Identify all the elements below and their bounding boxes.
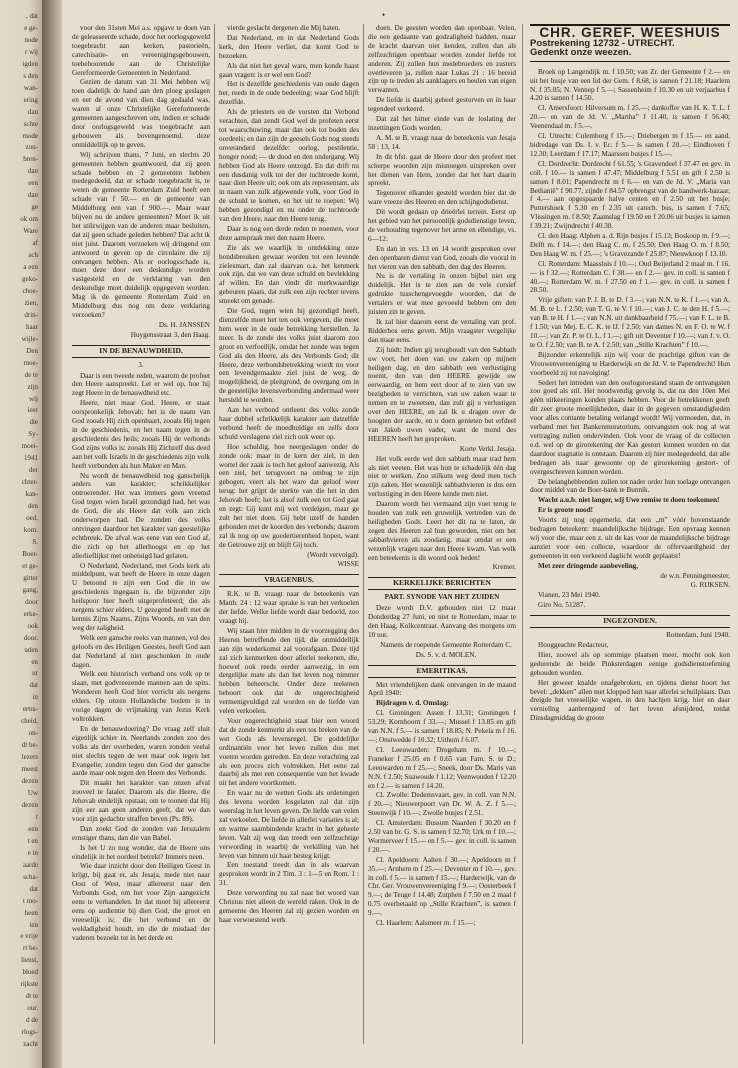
previous-page-fragment: dt be-: [21, 741, 38, 750]
previous-page-fragment: rijkste: [20, 980, 38, 989]
previous-page-fragment: t mo-: [23, 896, 38, 905]
column-4: [530, 24, 730, 1044]
article-paragraph: Voor ongerechtigheid staat hier een woord dat de zonde kenmerkt als een tos breken van de wet Gods als levensregel. De goddelijke ordinantiën voor het leven zullen dus met voeten worden getreden. En deze verachting zal als een proces zich voltrekken. Het eene zal daarbij als met een consequentie van het kwade uit het andere voortkomen.: [219, 716, 359, 788]
article-paragraph: Dan zoekt God de zonden van Jeruzalem ernstiger thans, dan die van Babel.: [72, 824, 210, 842]
section-heading: KERKELIJKE BERICHTEN: [368, 577, 516, 590]
section-heading: INGEZONDEN.: [530, 615, 730, 628]
previous-page-fragment: a een: [23, 263, 38, 272]
previous-page-fragment: moe-: [23, 358, 38, 367]
previous-page-fragment: our.: [27, 1004, 38, 1013]
previous-page-fragment: scha-: [23, 872, 38, 881]
previous-page-fragment: ering: [23, 95, 38, 104]
article-paragraph: Welk een historisch verband ons volk op te slaan, met godvreezende mannen aan de spits. Wonderen heeft God hier verricht als nergens elders. Op onzen Hollandsche bodem is in vorige dagen de vrijmaking van Jezus Kerk voltrokken.: [72, 670, 210, 723]
article-paragraph: Nu wordt de benauwdheid nog ganschelijk anders van karakter; schrikkelijker ontroerender. Het was immers geen vreemd God tegen wien Israël gezondigd had, het was de God, die als Heere dat volk aan zich onderworpen had. De zonden des volks ontvingen daardoor het karakter van geestelijke echtbreuk. De afval was eene van een God af, die zich op het allerhoogst en op het allerlieflijkst met onbetuigd had gelaten.: [72, 471, 210, 560]
previous-page-fragment: dat: [29, 884, 38, 893]
previous-page-fragment: dezen: [21, 777, 38, 786]
article-paragraph: A. M. te B. vraagt naar de beteekenis van Jesaja 58 : 13, 14.: [368, 133, 516, 151]
article-paragraph: Daar is nog een derde reden te noemen, voor deze aanspraak met den naam Heere.: [219, 224, 359, 242]
article-paragraph: Dat zal het bitter einde van de loslating der inzettingen Gods worden.: [368, 115, 516, 132]
section-heading: EMERITIKAS.: [368, 665, 516, 678]
previous-page-fragment: lienst,: [21, 956, 38, 965]
article-paragraph: Ik zal hier daarom eerst de vertaling van prof. Ridderbos eens geven. Mijn vraagster vergelijke dan maar eens.: [368, 318, 516, 344]
previous-page-fragment: dat: [29, 681, 38, 690]
article-paragraph: Deze verwording nu zal naar het woord van Christus niet alleen de wereld raken. Ook in de gemeente des Heeren zal zij gezien worden en haar verwoestend werk: [219, 889, 359, 924]
article-paragraph: Zij luidt: Indien gij terughoudt van den Sabbath uw voet, het doen van uw zaken op mijnen heiligen dag, en den sabbath een verlustiging noemt, den van den HEERE gewijde uw eerwaardig, en hem eert door af te zien van uw bezigheden te verrichten, van uw zaken waar te nemen en te zweetsen, dan zult gij u verlustigen over den HEERE, en zal Ik u dragen over de hoogten der aarde, en u doen genieten het erfdeel van Jakob uwen vader, want de mond des HEEREN heeft het gesproken.: [368, 345, 516, 443]
previous-page-fragment: een: [28, 824, 38, 833]
previous-page-fragment: schte: [23, 119, 38, 128]
salutation: Hooggeachte Redacteur,: [538, 641, 609, 649]
previous-page-fragment: ge: [31, 203, 38, 212]
article-paragraph: Is het U zo nog wonder, dat de Heere ons eindelijk in het oordeel betrekt? Immers neen.: [72, 843, 210, 861]
previous-page-fragment: kom.: [23, 526, 38, 535]
previous-page-fragment: moei-: [21, 442, 38, 451]
previous-page-fragment: oed,: [26, 514, 38, 523]
previous-page-fragment: chter-: [21, 478, 38, 487]
previous-page-fragment: zou-: [25, 143, 38, 152]
previous-page-fragment: d de: [26, 1016, 38, 1025]
article-paragraph: In dit hfst. gaat de Heere door den profeet met scherpe woorden zijn misnoegen uitspreken over het dienen van Hem, zonder dat het hart daarin spreekt.: [368, 152, 516, 188]
signature: G. RIJKSEN.: [690, 581, 730, 590]
citation: Korte Verkl. Jesaja.: [459, 444, 516, 453]
previous-page-fragment: der: [29, 466, 38, 475]
previous-page-fragment: af: [32, 239, 38, 248]
continued-note: (Wordt vervolgd).: [307, 550, 359, 559]
previous-page-fragment: e ge-: [24, 23, 38, 32]
article-paragraph: Als dat niet het geval ware, men konde haast gaan vragen: is er wel een God?: [219, 61, 359, 79]
place-date: Rotterdam, Juni 1940.: [666, 631, 730, 640]
previous-page-fragment: gitter: [23, 573, 38, 582]
previous-page-fragment: Den: [26, 346, 38, 355]
article-paragraph: Daarom wordt het vermaand zijn voet terug te houden van zulk een gruwelijk vertreden van de heiligheden Gods. Leert het dit na te laten, de zegen des Heeren zal hun geworden, niet om het sabbathvieren als zoodanig, maar omdat er een wezenlijk vragen naar den Heere kwam. Van welk een beteekenis is dit woord ook heden!: [368, 500, 516, 562]
previous-page-fragment: , dat: [25, 12, 38, 20]
previous-page-fragment: heen: [24, 908, 38, 917]
article-paragraph: O Nederland, Nederland, met Gods kerk als middelpunt, wat heeft de Heere in onze dagen U betoond te zijn een God die in uw geschiedenis ingegaan is, die bijzonder zijn heilspoor hier heeft uitgeprofeteerd; die als nergens schier elders, U gezegend heeft met de kennis Zijns Naams, Zijns Woords, en van den weg der zaligheid.: [72, 561, 210, 632]
article-paragraph: Dit maakt het karakter van onzen afval zooveel te fataler. Daarom als die Heere, die Jehovah eindelijk opstaat, om te toonen dat Hij zijn eer aan geen anderen geeft, dat we dan voor zijn gedachte straffen beven (Ps. 89).: [72, 779, 210, 823]
previous-page-fragment: de te: [24, 370, 38, 379]
previous-page-fragment: ach: [28, 251, 38, 260]
signature: Ds. S. v. d. MOLEN.: [415, 650, 477, 659]
previous-page-fragment: on-: [28, 729, 38, 738]
article-paragraph: De belanghebbenden zullen tot nader order hun toelage ontvangen door middel van de Boer-bank te Bunnik.: [530, 477, 730, 495]
article-paragraph: Wij schrijven thans, 7 Juni, en slechts 20 gemeenten hebben geantwoord, dat zij geen schade hebben en 2 gemeenten hebben medegedeeld, dat er schade toegebracht is, te weten de gemeente Rotterdam Zuid heeft een schade van f 50.— en de gemeente van Middelburg een van f 900.—. Maar waar blijven nu de andere gemeenten? Moet ik uit het stilzwijgen van de anderen maar besluiten, dat zij geen schade geleden hebben? Dat acht ik niet juist. Daarom verzoeken wij dringend om antwoord te geven op de circulaire die zij ontvangen hebben. Als er oorlogsschade is, moet deze door een deskundige worden vastgesteld en de verklaring van den deskundige moet duidelijk opgegeven worden. Mag ik de gemeente Rotterdam Zuid en Middelburg dus nog om deze verklaring verzoeken?: [72, 150, 210, 319]
previous-page-fragment: dan: [27, 191, 38, 200]
section-heading: VRAGENBUS.: [219, 574, 359, 587]
previous-page-fragment: igden: [22, 59, 38, 68]
previous-page-fragment: choe-: [22, 286, 38, 295]
previous-page-fragment: meest: [21, 765, 38, 774]
list-item: Cl. Rotterdam: Maassluis f 10.—; Oud Beijerland 2 maal m. f 16.— is f 32.—; Rotterdam C. f 38.— en f 2.— gev. in coll. is samen f 40.—; Rotterdam W. m. f 27.50 en f 1.— gev. in coll. is samen f 28.50.: [530, 259, 730, 295]
article-paragraph: Er is groote nood!: [538, 506, 594, 515]
previous-page-fragment: door.: [23, 633, 38, 642]
list-item: Cl. Amsterdam: Bussum Naarden f 30.20 en f 2.50 van br. G. S. is samen f 32.70; Urk m f 10.—; Wormerveer f 15.— en f 5.— gev. in coll. is samen f 20.—.: [368, 819, 516, 854]
previous-page-fragment: ur: [32, 669, 38, 678]
previous-page-fragment: node: [24, 35, 38, 44]
previous-page-fragment: rt be-: [23, 944, 38, 953]
previous-page-fragment: aarde: [22, 860, 38, 869]
list-item: Vrije giften: van P. J. B. te D. f 3.—; van N.N. te K. f 1.—; van A. M. B. te L. f 2.50; van T. G. te V. f 10.—; van J. C. te den H. f 5.—; van B. te H. f 1.—; van N.N. uit dankbaarheid f 75.—; van F. L. te B. f 1.50; van Mej. E. C. K. te IJ. f 2.50; van dames N. en F. O. te W. f 10.—; van Zr. P. te O. L. f 1.—; gift uit Deventer f 10.—; van J. v. O. te O. f 2.50; van B. te A. f 2.50; van „Stille Krachten” f 10.—.: [530, 296, 730, 349]
previous-page-fragment: haar: [25, 322, 38, 331]
previous-page-fragment: dezen: [21, 800, 38, 809]
signature: WISSE: [337, 560, 359, 569]
weeshuis-motto: Gedenkt onze weezen.: [530, 49, 730, 62]
article-paragraph: Dat Nederland, en in dat Nederland Gods kerk, den Heere verliet, dat komt God te bezoeken.: [219, 33, 359, 60]
previous-page-fragment: e vrije: [20, 932, 38, 941]
signature: Kremer.: [492, 563, 516, 572]
previous-page-fragment: erke-: [23, 609, 38, 618]
article-paragraph: Deze wordt D.V. gehouden niet 12 maar Donderdag 27 Juni, en niet te Rotterdam, maar te den Haag, Kolkcentraat. Aanvang des morgens om 10 uur.: [368, 604, 516, 639]
article-paragraph: De liefde is daarbij geheel gestorven en in haar tegendeel verkeerd.: [368, 96, 516, 114]
weeshuis-giro: Postrekening 12732 - UTRECHT.: [530, 37, 675, 49]
article-paragraph: Gezien de datum van 31 Mei hebben wij toen dadelijk de hand aan den ploeg geslagen en eer de avond van dien dag gedaald was, waren al onze Christelijke Gereformeerde gemeenten aangeschreven om, indien er schade door oorlogsgeweld was toegebracht aan gebouwen als bovengenoemd, deze onmiddellijk op te geven.: [72, 78, 210, 149]
previous-page-fragment: den: [27, 502, 38, 511]
previous-page-fragment: uden: [24, 645, 38, 654]
column-rule: [214, 24, 215, 1044]
article-paragraph: Het geweer knalde onafgebroken, en tijdens dienst hoort het bevel: „dekken” allen met klopped hart naar allerlei schuilplaats. Dan dreigde het vreeselijke wapen, in den hachjen krijg. hier en daar verniellng aanbrengend of het leven afsnijdend, totdat Dinsdagmiddag de groote: [530, 678, 730, 723]
list-item: Broek op Langendijk m. f 10.50; van Zr. der Gemeente f 2.— en uit het busje van een lid der Gem. f 8.68, is samen f 21.18; Haarlem N. f 35.05; N. Vennep f 5.—; Sassenheim f 10.30 en uit verjaarbus f 4.20 is samen f 14.50.: [530, 67, 730, 103]
article-paragraph: Wacht a.u.b. niet langer, wij Uwe remise te doen toekomen!: [538, 496, 720, 505]
previous-page-fragment: dan: [27, 167, 38, 176]
article-paragraph: Met zeer dringende aanbeveling,: [538, 561, 639, 570]
article-paragraph: Sedert het intreden van den oorlogstoestand staan de ontvangsten zoo goed als stil. Het noodwendig gevolg is, dat na den 10en Mei géén uitkeeringen konden plaats hebben. Voor de betrekkenen geeft dit zeer groote moeilijkheden, daar in de gegeven omstandigheden voor alles contante betaling verlangd wordt! Wij vermoeden, dat, in verband met het Bankenmoratorium, ontvangsten ook nog al wat vertraging zullen ondervinden. Ook voor de vraag of de collecten e.d. wel op de girorekening der Kas gestort kunnen worden en dat daardoor stagnatie is ontstaan. Daarom zij hier medegedeeld, dat alle bedragen als naar gewoonte op de girorekening gestort- of overgeschreven kunnen worden.: [530, 378, 730, 476]
signature-address: Huygensstraat 3, den Haag.: [130, 330, 210, 339]
article-paragraph: Als de priesters en de vorsten dat Verbond verachten, dan zendt God wel de profeten eerst tot waarschuwing, maar dan ook tot boden des oordeels; en dan zijn de geesels Gods nog steeds onveranderd dezelfde: oorlog, pestilentie, honger nood; — de dood en den ondergang. Wij hebben God als Heere ontzegd. En dat drift nu een dusdanig volk tot der der tuchtroede komt, naar dien Heere uit; ook om als representant, als in naam van zulk afgewende volk, voor God in de schuld te komen, en het uit te roepen: Wij hebben gezondigd en nu onder de tuchtroede van den Heere, naar den Heere terug.: [219, 108, 359, 224]
signature: Ds. H. JANSSEN: [158, 320, 210, 329]
previous-page-fragment: kan-: [25, 490, 38, 499]
article-paragraph: Nu is de vertaling in onzen bijbel niet erg duidelijk. Het is te zien aan de vele cursief gedrukte tusschengevoegde woorden, dat de vertalers er wat mee gevoeeld hebben om den juisten zin te geven.: [368, 272, 516, 317]
previous-page-fragment: dt te: [25, 992, 38, 1001]
notice-line: Namens de roepende Gemeente Rotterdam C.: [380, 640, 512, 649]
previous-page-fragment: een: [28, 179, 38, 188]
article-paragraph: Zie als we waarlijk in ontdekking onze bondsbreuken gewaar worden tot een levende zielesmart, dan zal daarvan o.a. het kenmerk ook zijn, dat we van deze schuld en bevlekking af willen. En dan vindt dit merkwaardige gebeuren plaats, dat zulk een zijn rechter tevens smeekt om genade.: [219, 243, 359, 306]
article-paragraph: En de benauwdoering? De vraag zelf sluit eigenlijk schier in. Neerlands zonden zoo des volks als der overheden, waren zonden veelal niet slechts tegen de wet maar ook tegen het Evangelie; zonden tegen den God der gansche aarde maar ook tegen den Heere des Verbonds.: [72, 724, 210, 778]
previous-page-fragment: gang,: [22, 585, 38, 594]
article-paragraph: Bijzonder erkentelijk zijn wij voor de prachtige giften van de Vrouwenvereeniging te Harderwijk en de Jd. V. te Papendrecht! Hun voorbeeld zij tot navolging!: [530, 350, 730, 377]
article-paragraph: Daar is een tweede reden, waarom de profeet den Heere aanspreekt. Let er wel op, hoe hij zegt Heere in de benauwdheid etc.: [72, 371, 210, 398]
previous-page-fragment: ok om: [20, 215, 38, 224]
previous-page-fragment: ertra-: [22, 705, 38, 714]
previous-page-fragment: zien,: [24, 298, 38, 307]
previous-page-fragment: geko-: [22, 274, 38, 283]
article-paragraph: Een toestand treedt dan in als waarvan gesproken wordt in 2 Tim. 3 : 1—5 en Rom. 1 : 31.: [219, 861, 359, 888]
previous-page-fragment: die: [29, 418, 38, 427]
article-paragraph: Aan het verbond ontleent des volks zonde haar dubbel schrikkelijk karakter aan datzelfde verbond heeft de moedhuldige en zelfs door schuld verslagene ziel zich ook weer op.: [219, 406, 359, 441]
previous-page-fragment: t: [36, 812, 38, 821]
column-3: [368, 24, 516, 1044]
previous-page-fragment: Uw: [27, 789, 38, 797]
previous-page-fragment: wij: [29, 394, 38, 403]
list-item: Cl. Amersfoort: Hilversum m. f 25.—; dankoffer van H. K. T. L. f 20.— en van de Jd. V. „Martha” f 11.40, is samen f 56.40; Veenendaal m. f 5.—.: [530, 104, 730, 131]
previous-page-fragment: lezers: [21, 753, 38, 762]
page-mark: •: [382, 10, 386, 20]
previous-page-fragment: zacht: [23, 1040, 38, 1049]
article-paragraph: Het volk eerde wel den sabbath maar trad hem als niet veeten. Het was hun te schadelijk één dag niet te werken. Zoo stilkum weg deed men toch zijn zaken. Het wezenlijk sabbathvieren is dus een verlustiging in den Heere kende men niet.: [368, 454, 516, 499]
list-item: Cl. Apeldoorn: Aalten f 30.—; Apeldoorn m f 35.—; Arnhem m f 25.—; Deventer m f 10.—, gev. in coll. f 5.— is samen f 15.—; Harderwijk, van de Chr. Ger. Vrouwenvereeniging f 9.—; Oosterbeek f 9.—; de Teuge f 14.48; Zutphen f 7.50 en 2 maal f 0.75 overbetaald op „Stille Krachten”, is samen f 9.—.: [368, 855, 516, 918]
column-rule: [363, 24, 364, 1044]
column-2: [219, 24, 359, 1044]
previous-page-fragment: ien: [29, 920, 38, 929]
list-subheading: Bijdragen v. d. Omslag:: [376, 699, 449, 708]
article-paragraph: Dit wordt gedaan op drieërlei terrein. Eerst op het gebied van het persoonlijk godsdienstige leven, de verhouding tegenover het arme en ellendige, vs. 6—12.: [368, 208, 516, 243]
previous-page-fragment: s den: [23, 71, 38, 80]
place-date: Vianen, 23 Mei 1940.: [538, 591, 601, 600]
section-subheading: PART. SYNODE VAN HET ZUIDEN: [384, 593, 500, 602]
article-paragraph: Hoe schuldig, hoe neergeslagen onder de zonde ook: maar in de kern der ziel, in den wortel der zaak is toch het geloof aanwezig. Als een ziel, het terugvoert na ombug te zijn gebogen, veert als het ware dat geloof weer terug: het grijpt de sterkte van die het in den Jehovah heeft; het is alsof zulk een tot God gaat en zegt: Gij kunt mij wel verdelgen, maar ge zult het niet doen. Gij hebt uzelf de handen gebonden met de koorden des verbonds; daarom zal ik nog op uw goedertierenheid hopen, want de Getrouwe zijt en blijft Gij toch.: [219, 442, 359, 549]
previous-page-fragment: wan-: [24, 83, 38, 92]
column-1: [72, 24, 210, 1044]
previous-page-fragment: en: [31, 657, 38, 666]
article-paragraph: Heere, niet maar God. Heere, er staat oorspronkelijk Jehovah; het is de naam van God zooals Hij zich openbaart, zooals Hij tegen in de geschiedenis, en het naam tegen in de geschiedenis des heils; zooals Hij de verbonds God zijns volks is: zooals Hij Zichzelf dus deed aan het volk Israels in de geschiedenis zijn volk heeft verbonden als hun Maker en Man.: [72, 399, 210, 470]
giro-number: Giro No. 51287.: [538, 601, 586, 610]
newspaper-page: [62, 0, 738, 1068]
article-paragraph: En waar nu de wetten Gods als ordeningen des levens worden losgelaten zal dat zijn weerslag in het leven geven. De liefde van velen zal verkoelen. De liefde in allerlei variaties is al; en warme saambindende kracht in het geheele leven. Valt zij weg dan treedt een zelfzuchtige verwording in waarbij de verkilling van het leven van binnen uit haar besteg krijgt.: [219, 789, 359, 860]
article-paragraph: voor den 31sten Mei a.s. opgave te doen van de geleasseerde schade, door het oorlogsgeweld toegebracht aan kerken, pastorieën, catechisatie- en vereenigingsgebouwen, toebehoorende aan de Christelijke Gereformeerde Gemeenten in Nederland.: [72, 24, 210, 77]
previous-page-fragment: bloed: [22, 968, 38, 977]
list-item: Cl. Utrecht: Culemborg f 15.—; Driebergen m f 15.— en aand. bidredage van Ds. I. v. Ec. f 5.— is samen f 20.—; Eindhoven f 12.30; Leerdam f 17.17; Maarssen busjes f 15.—.: [530, 132, 730, 158]
article-paragraph: Welk een gansche reeks van mannen, vol des geloofs en des Heiligen Geestes, heeft God aan dat Nederland al niet geschonken in oude dagen.: [72, 633, 210, 669]
article-paragraph: Met vriendelijken dank ontvangen in de maand April 1940:: [368, 680, 516, 698]
previous-page-fragment: drin-: [24, 310, 38, 319]
list-item: Cl. Groningen: Assen f 13.31; Groningen f 53.29; Kornhoorn f 33.—; Mussel f 13.85 en gift van N.N. f 5.— is samen f 18.85; N. Pekela m f 16.—; Onstwedde f 10.32; Uithum f 6.07.: [368, 709, 516, 744]
previous-page-fragment: dan: [27, 107, 38, 116]
list-item: Cl. Leeuwarden: Drogeham m. f 10.—; Franeker f 25.05 en f 0.65 van Fam. S. te D.; Leeuwarden m f 25.—; Sneek, door Ds. Maris van N.N. f 2.50; Suawoude f 1.12; Veenwouden f 12.20 en f 2.— is samen f 14.20.: [368, 745, 516, 790]
previous-page-fragment: door: [25, 597, 38, 606]
previous-page-fragment: mode: [22, 131, 38, 140]
previous-page-fragment: Boer-: [22, 549, 38, 558]
article-paragraph: Wij staan hier midden in de voorzegging des Heeren betreffende den tijd, die onmiddellijk aan zijn wederkomst zal voorafgaan. Deze tijd zal zich kenmerken door allerlei teekenen, die, hoewel ook reeds eerder aanwezig, in een dergelijke mate als dan het leven nog nimmer hebben beheerscht. Onder deze teekenen behoort ook dat de ongerechtigheid vermenigvuldigd zal worden en de liefde van velen verkoelen.: [219, 626, 359, 716]
previous-page-fragment: r wij: [24, 47, 38, 56]
article-paragraph: R.K. te B. vraagt naar de beteekenis van Matth. 24 : 12 waar sprake is van het verkoelen der liefde. Welke liefde wordt daar bedoeld, zoo vraagt hij.: [219, 590, 359, 625]
article-paragraph: Die God, tegen wien hij gezondigd heeft, dienzelfde moet het ten ook vergeven, die moet hem weer in de oude betrekking herstellen. Ja meer. Is de zonde des volks juist daarom zoo groot en verfoeilijk, omdat het zonde was tegen God als den Heere, als des Verbonds God; dit Heere, deze verbondsbetrekking wordt nu voor een levendgemaakte ziel juist de weg, de mogelijkheid, de pleitgrond, de overgang om in de geestelijke levensverbonding andermaal weer hersteld te worden.: [219, 307, 359, 405]
previous-page-fragment: bren-: [23, 155, 38, 164]
previous-page-fragment: ieer: [27, 406, 38, 415]
article-paragraph: Het is dezelfde geschiedenis van oude dagen her, reeds in de oude bedeeling; waar God blijft dezelfde.: [219, 80, 359, 107]
previous-page-fragment: zijn: [27, 382, 38, 391]
previous-page-fragment: cheid,: [21, 717, 38, 726]
signature-role: de w.n. Penningmeester,: [660, 571, 730, 580]
column-rule: [522, 24, 523, 1044]
list-item: Cl. Zwolle: Dedemsvaart, gev. in coll. van N.N. f 20.—; Nieuwerpoort van Dr. W. A. Z. f 5.—; Steenwijk f 10.—; Zwolle busjes f 2.51.: [368, 791, 516, 818]
previous-page-fragment: Sy-: [28, 430, 38, 439]
previous-page-fragment: ook: [27, 621, 38, 630]
previous-page-fragment: 1941: [24, 454, 38, 463]
previous-page-fragment: t en: [27, 836, 38, 845]
article-paragraph: doen. De geesten worden dan openbaar. Velen, die een gedaante van godzaligheid hadden, maar de kracht daarvan niet kenden, zullen dan als zelfzuchtigen openbaar worden zonder liefde tot anderen. Zij zullen hun medebroeders en zusters overleveren ja, zullen naar Lukas 21 : 16 bereid zijn op te treden als aanklagers en beulen van eigen verwanten.: [368, 24, 516, 95]
list-item: Cl. den Haag: Alphen a. d. Rijn busjes f 15.13; Boskoop m. f 9.—; Delft m. f 14.—; den Haag C. m. f 25.50; Den Haag O. m. f 8.50; Den Haag W. m. f 25.—; 's Gravezande f 25.87; Nieuwkoop f 13.10.: [530, 232, 730, 258]
previous-page-fragment: et ge-: [22, 561, 38, 570]
previous-page-fragment: wijle-: [21, 334, 38, 343]
section-number: 3.: [138, 360, 144, 369]
article-paragraph: Wie daar inzicht door den Heiligen Geest in krijgt, bij gaat er, als Jesaja, mede niet naar Oost of West, maar allereerst naar den Verbonds God, om het voor Zijn aangezicht eens te verhandelen. In dat moet hij allereerst eens op audientie bij dien God, die groot en vreeselijk is; die het verbond en de weldadigheid houdt, en die de misdaad der vaderen bezoekt tot in het derde en: [72, 862, 210, 942]
article-paragraph: Tegenover elkander gesteld worden hier dat de ware vreeze des Heeren en den schijngodsdienst.: [368, 189, 516, 207]
previous-page-fragment: rlogs-: [21, 1028, 38, 1037]
page-fold-shadow: [42, 0, 64, 1068]
list-item: Cl. Dordrecht: Dordrecht f 61.55; 's Gravendeel f 37.47 en gev. in coll. f 10.— is samen f 47.47; Middelburg f 5.51 en gift f 2.50 is samen f 8.01; Papendrecht m f 6.— en van de Jd. V. „Maria van Bethanië” f 90.77, zijnde f 84.57 opbrengst van de handwerk-bazaar, f 4.— aan opgespaarde halve centen en f 2.50 uit het busje; Puttershoek f 5.30 en f 2.35 uit catech. bus, is samen f 7.65; Vlissingen m. f 8.50; Zaamslag f 19.50 en f 20.06 uit busjes is samen f 39.21; Zwijndrecht f 40.38.: [530, 159, 730, 231]
previous-page-fragment: Ware: [23, 227, 38, 236]
weeshuis-title: CHR. GEREF. WEESHUIS: [530, 24, 730, 38]
list-item: Cl. Haarlem: Aalsmeer m. f 15.—;: [376, 919, 476, 928]
previous-page-fragment: S.: [32, 537, 38, 546]
previous-page-fragment: in: [32, 693, 38, 702]
previous-page-strip: [0, 0, 42, 1068]
article-paragraph: Voorts zij nog opgemerkt, dat een „m” vóór hovenstaande bedragen beteekent: maandelijksche bijdrage. Een opvraag kennen wij voor die, maar een z. uit de kas voor de maandelijksche bijdrage aanziet voor een collecte, waardoor de offervaardigheid der gemeenten in een verkeerd daglicht wordt geplaatst!: [530, 516, 730, 560]
article-paragraph: En dan in vrs. 13 en 14 wordt gesproken over den openbaren dienst van God, zooals die vooral in het vieren van den sabbath, den dag des Heeren.: [368, 244, 516, 271]
article-paragraph: vierde geslacht dergenen die Mij haten.: [227, 24, 341, 32]
previous-page-fragment: e in: [27, 848, 38, 857]
article-paragraph: Hier, zoowel als op sommige plaatsen meer, mocht ook kon gedurende de beide Pinksterdagen eenige godsdienstoefening gehouden worden.: [530, 650, 730, 677]
section-heading: IN DE BENAUWDHEID.: [72, 345, 210, 358]
